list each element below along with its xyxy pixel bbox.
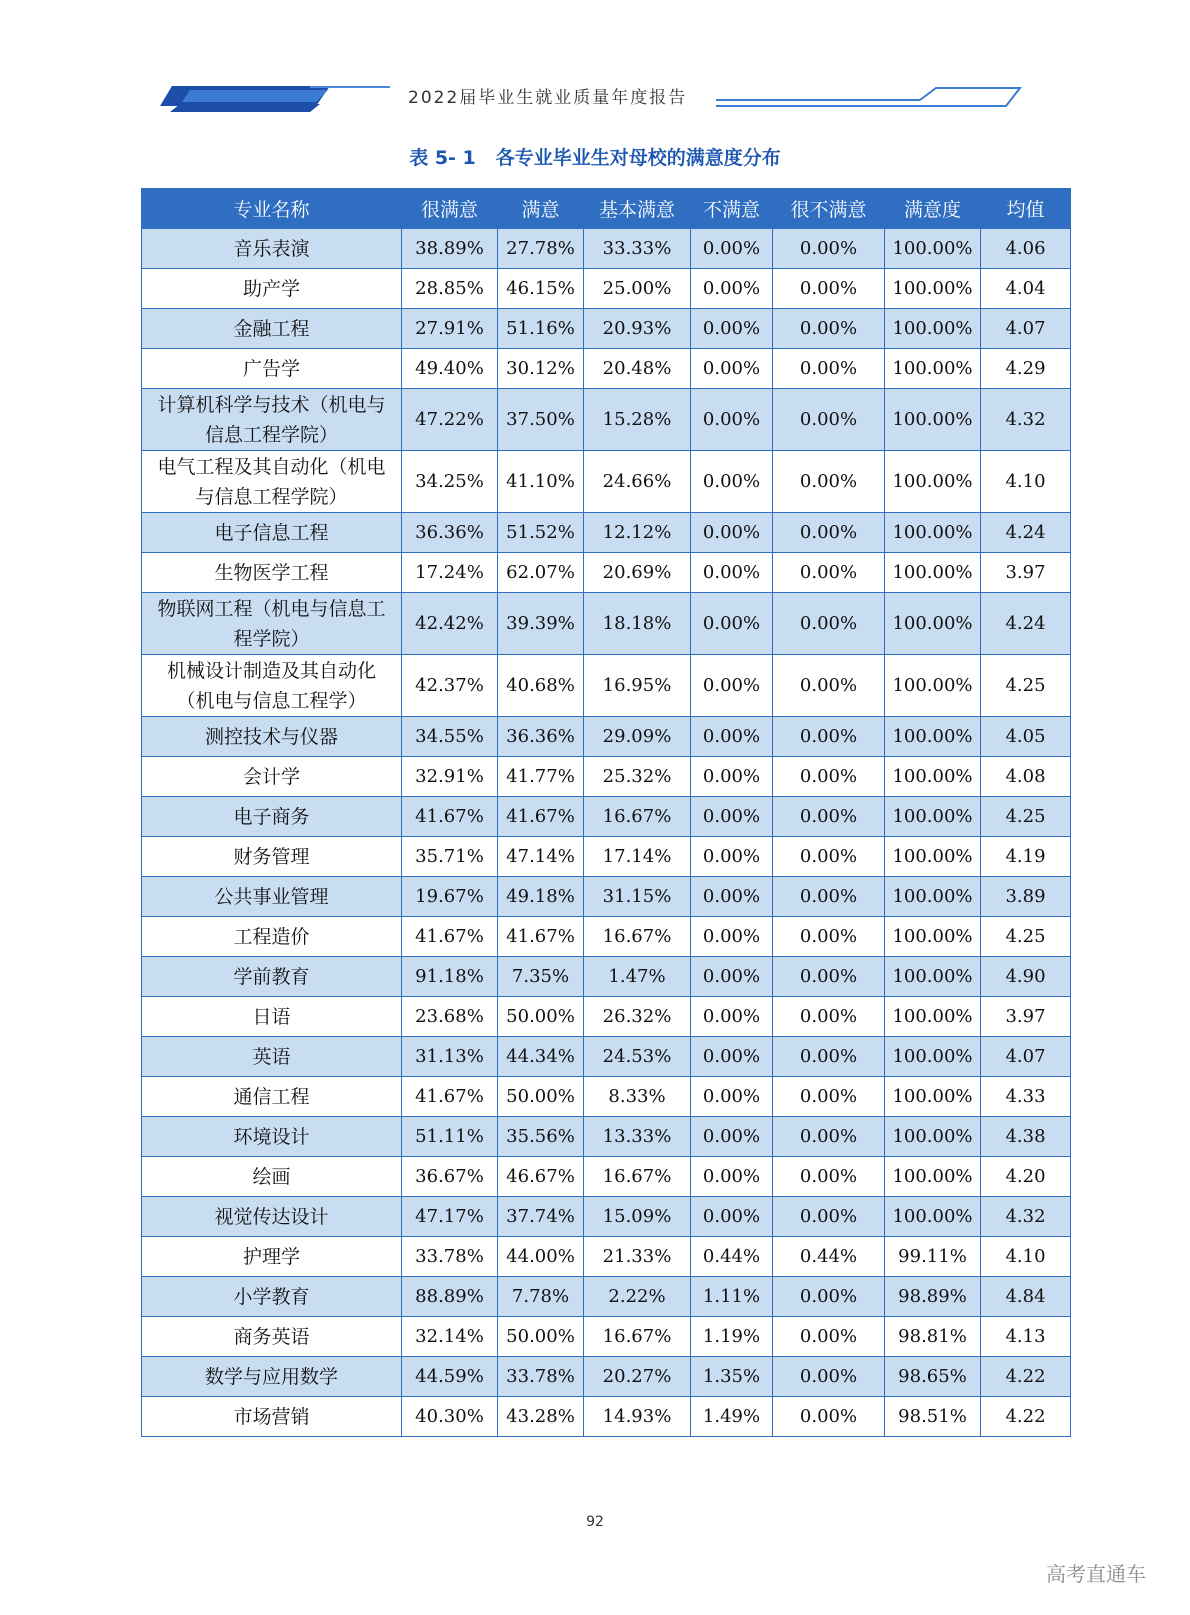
- major-name-cell: 视觉传达设计: [142, 1197, 402, 1237]
- value-cell: 31.15%: [584, 877, 691, 917]
- table-number: 表 5- 1: [409, 147, 476, 169]
- table-row: [142, 229, 1071, 269]
- value-cell: 100.00%: [885, 593, 981, 655]
- value-cell: 31.13%: [402, 1037, 498, 1077]
- major-name-cell: 数学与应用数学: [142, 1357, 402, 1397]
- column-header: 很满意: [402, 189, 498, 229]
- value-cell: 0.00%: [773, 1197, 885, 1237]
- value-cell: 41.77%: [498, 757, 584, 797]
- value-cell: 0.00%: [773, 309, 885, 349]
- table-body: [142, 229, 1071, 1437]
- table-row: [142, 451, 1071, 513]
- table-row: [142, 877, 1071, 917]
- value-cell: 0.00%: [773, 389, 885, 451]
- value-cell: 98.81%: [885, 1317, 981, 1357]
- value-cell: 100.00%: [885, 229, 981, 269]
- value-cell: 20.69%: [584, 553, 691, 593]
- value-cell: 0.00%: [773, 553, 885, 593]
- table-row: [142, 717, 1071, 757]
- column-header: 专业名称: [142, 189, 402, 229]
- table-row: [142, 1117, 1071, 1157]
- table-row: [142, 389, 1071, 451]
- page-number: 92: [586, 1514, 604, 1530]
- value-cell: 4.22: [981, 1397, 1071, 1437]
- table-row: [142, 593, 1071, 655]
- value-cell: 33.78%: [402, 1237, 498, 1277]
- value-cell: 0.00%: [691, 997, 773, 1037]
- major-name-cell: 物联网工程（机电与信息工程学院）: [142, 593, 402, 655]
- value-cell: 4.10: [981, 451, 1071, 513]
- value-cell: 34.55%: [402, 717, 498, 757]
- value-cell: 0.00%: [691, 957, 773, 997]
- value-cell: 30.12%: [498, 349, 584, 389]
- value-cell: 3.89: [981, 877, 1071, 917]
- value-cell: 24.66%: [584, 451, 691, 513]
- table-row: [142, 553, 1071, 593]
- table-header-row: [142, 189, 1071, 229]
- value-cell: 0.00%: [691, 655, 773, 717]
- value-cell: 0.00%: [773, 837, 885, 877]
- value-cell: 0.44%: [691, 1237, 773, 1277]
- table-row: [142, 1037, 1071, 1077]
- value-cell: 0.00%: [691, 1077, 773, 1117]
- value-cell: 16.67%: [584, 1317, 691, 1357]
- value-cell: 0.00%: [691, 229, 773, 269]
- value-cell: 100.00%: [885, 717, 981, 757]
- column-header: 不满意: [691, 189, 773, 229]
- value-cell: 40.30%: [402, 1397, 498, 1437]
- value-cell: 21.33%: [584, 1237, 691, 1277]
- value-cell: 35.56%: [498, 1117, 584, 1157]
- value-cell: 13.33%: [584, 1117, 691, 1157]
- value-cell: 0.00%: [773, 1077, 885, 1117]
- major-name-cell: 机械设计制造及其自动化（机电与信息工程学）: [142, 655, 402, 717]
- value-cell: 51.52%: [498, 513, 584, 553]
- value-cell: 91.18%: [402, 957, 498, 997]
- major-name-cell: 护理学: [142, 1237, 402, 1277]
- value-cell: 4.10: [981, 1237, 1071, 1277]
- value-cell: 62.07%: [498, 553, 584, 593]
- value-cell: 37.74%: [498, 1197, 584, 1237]
- value-cell: 36.67%: [402, 1157, 498, 1197]
- value-cell: 98.51%: [885, 1397, 981, 1437]
- value-cell: 100.00%: [885, 1037, 981, 1077]
- value-cell: 0.00%: [773, 229, 885, 269]
- value-cell: 26.32%: [584, 997, 691, 1037]
- value-cell: 4.24: [981, 513, 1071, 553]
- table-row: [142, 1357, 1071, 1397]
- value-cell: 0.00%: [773, 717, 885, 757]
- table-row: [142, 513, 1071, 553]
- value-cell: 98.89%: [885, 1277, 981, 1317]
- value-cell: 3.97: [981, 997, 1071, 1037]
- value-cell: 0.00%: [691, 389, 773, 451]
- column-header: 基本满意: [584, 189, 691, 229]
- value-cell: 2.22%: [584, 1277, 691, 1317]
- column-header: 满意度: [885, 189, 981, 229]
- value-cell: 17.14%: [584, 837, 691, 877]
- value-cell: 33.78%: [498, 1357, 584, 1397]
- value-cell: 100.00%: [885, 877, 981, 917]
- value-cell: 100.00%: [885, 1077, 981, 1117]
- value-cell: 33.33%: [584, 229, 691, 269]
- value-cell: 100.00%: [885, 957, 981, 997]
- value-cell: 16.67%: [584, 917, 691, 957]
- value-cell: 1.35%: [691, 1357, 773, 1397]
- value-cell: 44.34%: [498, 1037, 584, 1077]
- value-cell: 42.37%: [402, 655, 498, 717]
- value-cell: 32.91%: [402, 757, 498, 797]
- value-cell: 4.38: [981, 1117, 1071, 1157]
- value-cell: 0.00%: [773, 1397, 885, 1437]
- value-cell: 37.50%: [498, 389, 584, 451]
- value-cell: 0.00%: [691, 451, 773, 513]
- value-cell: 4.29: [981, 349, 1071, 389]
- value-cell: 4.90: [981, 957, 1071, 997]
- value-cell: 42.42%: [402, 593, 498, 655]
- value-cell: 7.78%: [498, 1277, 584, 1317]
- major-name-cell: 助产学: [142, 269, 402, 309]
- major-name-cell: 电气工程及其自动化（机电与信息工程学院）: [142, 451, 402, 513]
- value-cell: 20.27%: [584, 1357, 691, 1397]
- value-cell: 0.00%: [691, 1117, 773, 1157]
- value-cell: 100.00%: [885, 553, 981, 593]
- value-cell: 88.89%: [402, 1277, 498, 1317]
- watermark: 高考直通车: [1046, 1562, 1146, 1586]
- major-name-cell: 英语: [142, 1037, 402, 1077]
- table-row: [142, 1277, 1071, 1317]
- table-row: [142, 269, 1071, 309]
- table-row: [142, 309, 1071, 349]
- major-name-cell: 计算机科学与技术（机电与信息工程学院）: [142, 389, 402, 451]
- value-cell: 36.36%: [498, 717, 584, 757]
- value-cell: 1.19%: [691, 1317, 773, 1357]
- value-cell: 24.53%: [584, 1037, 691, 1077]
- value-cell: 4.04: [981, 269, 1071, 309]
- value-cell: 4.19: [981, 837, 1071, 877]
- table-row: [142, 1077, 1071, 1117]
- major-name-cell: 金融工程: [142, 309, 402, 349]
- value-cell: 41.67%: [402, 917, 498, 957]
- value-cell: 0.00%: [691, 717, 773, 757]
- value-cell: 4.84: [981, 1277, 1071, 1317]
- value-cell: 41.67%: [498, 797, 584, 837]
- value-cell: 25.00%: [584, 269, 691, 309]
- value-cell: 0.44%: [773, 1237, 885, 1277]
- value-cell: 20.48%: [584, 349, 691, 389]
- table-row: [142, 655, 1071, 717]
- value-cell: 0.00%: [773, 349, 885, 389]
- major-name-cell: 绘画: [142, 1157, 402, 1197]
- value-cell: 3.97: [981, 553, 1071, 593]
- value-cell: 4.07: [981, 1037, 1071, 1077]
- value-cell: 39.39%: [498, 593, 584, 655]
- satisfaction-table: [141, 188, 1071, 1437]
- value-cell: 4.08: [981, 757, 1071, 797]
- value-cell: 0.00%: [773, 917, 885, 957]
- value-cell: 41.67%: [402, 1077, 498, 1117]
- value-cell: 0.00%: [773, 1277, 885, 1317]
- value-cell: 27.78%: [498, 229, 584, 269]
- value-cell: 35.71%: [402, 837, 498, 877]
- value-cell: 44.59%: [402, 1357, 498, 1397]
- value-cell: 0.00%: [773, 877, 885, 917]
- value-cell: 0.00%: [691, 553, 773, 593]
- value-cell: 0.00%: [773, 1157, 885, 1197]
- table-row: [142, 1237, 1071, 1277]
- table-row: [142, 997, 1071, 1037]
- value-cell: 0.00%: [773, 997, 885, 1037]
- value-cell: 0.00%: [773, 593, 885, 655]
- value-cell: 20.93%: [584, 309, 691, 349]
- value-cell: 16.95%: [584, 655, 691, 717]
- value-cell: 4.32: [981, 389, 1071, 451]
- value-cell: 44.00%: [498, 1237, 584, 1277]
- value-cell: 99.11%: [885, 1237, 981, 1277]
- major-name-cell: 会计学: [142, 757, 402, 797]
- major-name-cell: 商务英语: [142, 1317, 402, 1357]
- value-cell: 0.00%: [773, 797, 885, 837]
- value-cell: 49.40%: [402, 349, 498, 389]
- value-cell: 4.22: [981, 1357, 1071, 1397]
- value-cell: 47.22%: [402, 389, 498, 451]
- value-cell: 0.00%: [773, 655, 885, 717]
- value-cell: 50.00%: [498, 1077, 584, 1117]
- table-row: [142, 797, 1071, 837]
- value-cell: 0.00%: [691, 593, 773, 655]
- value-cell: 100.00%: [885, 1117, 981, 1157]
- table-row: [142, 957, 1071, 997]
- major-name-cell: 电子商务: [142, 797, 402, 837]
- value-cell: 47.17%: [402, 1197, 498, 1237]
- value-cell: 0.00%: [773, 269, 885, 309]
- value-cell: 4.25: [981, 797, 1071, 837]
- table-row: [142, 1397, 1071, 1437]
- column-header: 满意: [498, 189, 584, 229]
- value-cell: 1.47%: [584, 957, 691, 997]
- major-name-cell: 电子信息工程: [142, 513, 402, 553]
- value-cell: 4.07: [981, 309, 1071, 349]
- value-cell: 16.67%: [584, 1157, 691, 1197]
- value-cell: 4.06: [981, 229, 1071, 269]
- value-cell: 100.00%: [885, 349, 981, 389]
- value-cell: 43.28%: [498, 1397, 584, 1437]
- value-cell: 51.16%: [498, 309, 584, 349]
- value-cell: 0.00%: [773, 1117, 885, 1157]
- value-cell: 46.67%: [498, 1157, 584, 1197]
- value-cell: 25.32%: [584, 757, 691, 797]
- value-cell: 27.91%: [402, 309, 498, 349]
- value-cell: 4.13: [981, 1317, 1071, 1357]
- value-cell: 98.65%: [885, 1357, 981, 1397]
- value-cell: 100.00%: [885, 655, 981, 717]
- value-cell: 15.09%: [584, 1197, 691, 1237]
- value-cell: 0.00%: [691, 917, 773, 957]
- value-cell: 14.93%: [584, 1397, 691, 1437]
- major-name-cell: 工程造价: [142, 917, 402, 957]
- value-cell: 100.00%: [885, 309, 981, 349]
- value-cell: 100.00%: [885, 997, 981, 1037]
- value-cell: 4.24: [981, 593, 1071, 655]
- value-cell: 19.67%: [402, 877, 498, 917]
- value-cell: 0.00%: [691, 309, 773, 349]
- value-cell: 29.09%: [584, 717, 691, 757]
- value-cell: 8.33%: [584, 1077, 691, 1117]
- value-cell: 0.00%: [691, 1157, 773, 1197]
- value-cell: 49.18%: [498, 877, 584, 917]
- value-cell: 0.00%: [691, 269, 773, 309]
- table-row: [142, 1197, 1071, 1237]
- major-name-cell: 学前教育: [142, 957, 402, 997]
- value-cell: 47.14%: [498, 837, 584, 877]
- value-cell: 34.25%: [402, 451, 498, 513]
- value-cell: 100.00%: [885, 1157, 981, 1197]
- major-name-cell: 环境设计: [142, 1117, 402, 1157]
- value-cell: 41.10%: [498, 451, 584, 513]
- value-cell: 40.68%: [498, 655, 584, 717]
- column-header: 很不满意: [773, 189, 885, 229]
- major-name-cell: 日语: [142, 997, 402, 1037]
- value-cell: 50.00%: [498, 997, 584, 1037]
- value-cell: 23.68%: [402, 997, 498, 1037]
- value-cell: 0.00%: [773, 451, 885, 513]
- value-cell: 0.00%: [773, 513, 885, 553]
- value-cell: 32.14%: [402, 1317, 498, 1357]
- major-name-cell: 通信工程: [142, 1077, 402, 1117]
- table-title: 各专业毕业生对母校的满意度分布: [495, 147, 781, 169]
- value-cell: 41.67%: [498, 917, 584, 957]
- table-row: [142, 349, 1071, 389]
- major-name-cell: 市场营销: [142, 1397, 402, 1437]
- value-cell: 0.00%: [773, 1037, 885, 1077]
- value-cell: 100.00%: [885, 269, 981, 309]
- value-cell: 46.15%: [498, 269, 584, 309]
- major-name-cell: 小学教育: [142, 1277, 402, 1317]
- value-cell: 17.24%: [402, 553, 498, 593]
- value-cell: 36.36%: [402, 513, 498, 553]
- value-cell: 1.49%: [691, 1397, 773, 1437]
- value-cell: 100.00%: [885, 1197, 981, 1237]
- value-cell: 12.12%: [584, 513, 691, 553]
- value-cell: 0.00%: [691, 837, 773, 877]
- value-cell: 4.32: [981, 1197, 1071, 1237]
- major-name-cell: 财务管理: [142, 837, 402, 877]
- value-cell: 0.00%: [691, 513, 773, 553]
- table-row: [142, 757, 1071, 797]
- value-cell: 100.00%: [885, 389, 981, 451]
- table-row: [142, 837, 1071, 877]
- value-cell: 0.00%: [773, 957, 885, 997]
- value-cell: 1.11%: [691, 1277, 773, 1317]
- value-cell: 4.25: [981, 655, 1071, 717]
- value-cell: 100.00%: [885, 757, 981, 797]
- column-header: 均值: [981, 189, 1071, 229]
- value-cell: 4.25: [981, 917, 1071, 957]
- value-cell: 0.00%: [691, 1197, 773, 1237]
- value-cell: 7.35%: [498, 957, 584, 997]
- value-cell: 0.00%: [691, 757, 773, 797]
- value-cell: 4.05: [981, 717, 1071, 757]
- value-cell: 38.89%: [402, 229, 498, 269]
- value-cell: 0.00%: [691, 797, 773, 837]
- value-cell: 0.00%: [691, 1037, 773, 1077]
- value-cell: 0.00%: [691, 349, 773, 389]
- value-cell: 41.67%: [402, 797, 498, 837]
- table-row: [142, 1157, 1071, 1197]
- table-caption: [0, 143, 1190, 170]
- major-name-cell: 广告学: [142, 349, 402, 389]
- value-cell: 18.18%: [584, 593, 691, 655]
- major-name-cell: 音乐表演: [142, 229, 402, 269]
- value-cell: 0.00%: [773, 757, 885, 797]
- value-cell: 16.67%: [584, 797, 691, 837]
- value-cell: 100.00%: [885, 451, 981, 513]
- value-cell: 51.11%: [402, 1117, 498, 1157]
- value-cell: 0.00%: [691, 877, 773, 917]
- value-cell: 50.00%: [498, 1317, 584, 1357]
- value-cell: 0.00%: [773, 1357, 885, 1397]
- value-cell: 100.00%: [885, 797, 981, 837]
- table-row: [142, 1317, 1071, 1357]
- major-name-cell: 公共事业管理: [142, 877, 402, 917]
- major-name-cell: 生物医学工程: [142, 553, 402, 593]
- value-cell: 4.20: [981, 1157, 1071, 1197]
- value-cell: 28.85%: [402, 269, 498, 309]
- major-name-cell: 测控技术与仪器: [142, 717, 402, 757]
- report-title: 2022届毕业生就业质量年度报告: [408, 88, 688, 108]
- value-cell: 4.33: [981, 1077, 1071, 1117]
- value-cell: 15.28%: [584, 389, 691, 451]
- table-row: [142, 917, 1071, 957]
- value-cell: 100.00%: [885, 837, 981, 877]
- value-cell: 100.00%: [885, 513, 981, 553]
- value-cell: 0.00%: [773, 1317, 885, 1357]
- value-cell: 100.00%: [885, 917, 981, 957]
